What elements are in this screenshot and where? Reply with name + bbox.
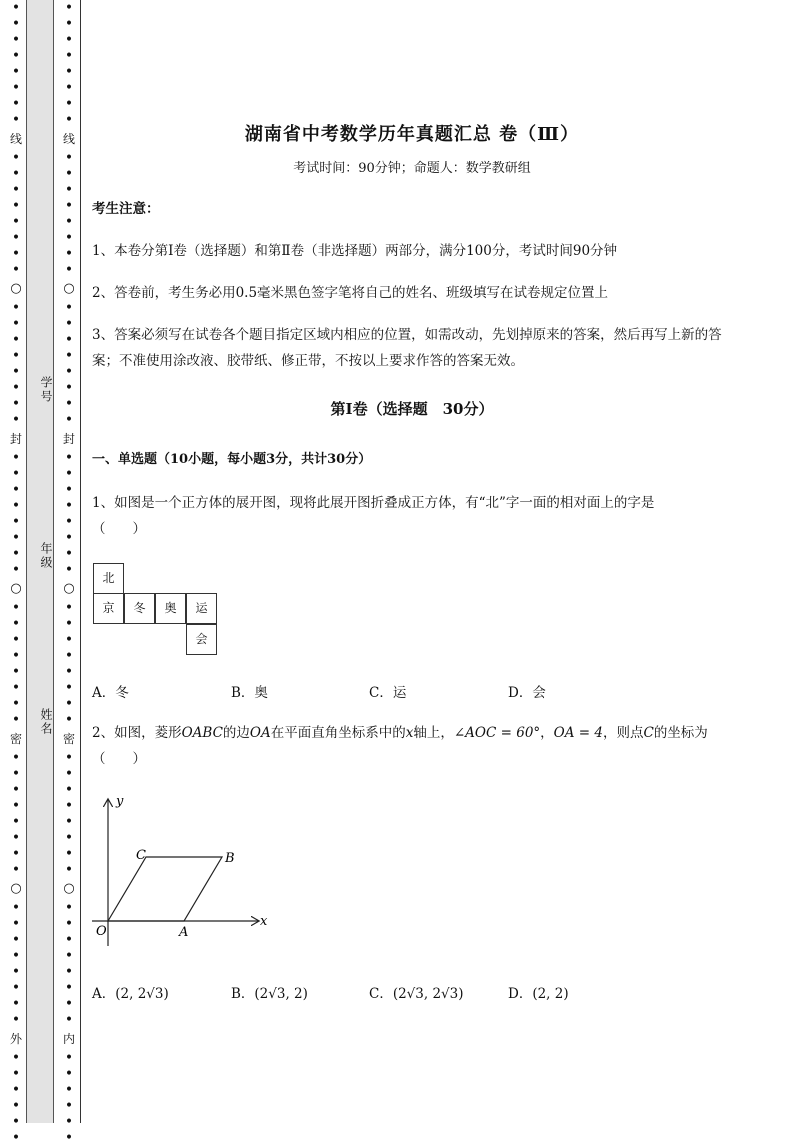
- cut-line-dot: •: [11, 32, 21, 48]
- name-label: 姓名: [39, 708, 53, 736]
- cut-line-mark: 封: [9, 432, 22, 446]
- cut-line-circle: ○: [63, 881, 75, 896]
- exam-title: 湖南省中考数学历年真题汇总 卷（Ⅲ）: [244, 124, 580, 145]
- q2-axis-name: x: [405, 725, 414, 741]
- cut-line-dot: •: [11, 112, 21, 128]
- cut-line-dot: •: [11, 996, 21, 1012]
- cut-line-dot: •: [11, 1130, 21, 1146]
- cut-line-dot: •: [64, 830, 74, 846]
- question-1-stem: [92, 490, 752, 542]
- cut-line-mark: 封: [62, 432, 75, 446]
- cut-line-dot: •: [11, 80, 21, 96]
- cut-line-dot: •: [64, 64, 74, 80]
- cut-line-dot: •: [64, 846, 74, 862]
- q2-text-mid3: 轴上，: [413, 725, 454, 741]
- q2-angle: ∠AOC = 60°: [453, 725, 541, 741]
- cut-line-dot: •: [11, 562, 21, 578]
- net-cell-bottom: 会: [186, 624, 217, 655]
- rhombus-oabc: [108, 857, 222, 921]
- exam-subtitle: 考试时间：90分钟；命题人：数学教研组: [293, 161, 531, 176]
- cut-line-dot: •: [64, 246, 74, 262]
- cut-line-dot: •: [64, 262, 74, 278]
- notice-item-1: 1、本卷分第I卷（选择题）和第Ⅱ卷（非选择题）两部分，满分100分，考试时间90分钟: [92, 243, 618, 259]
- cut-line-dot: •: [64, 932, 74, 948]
- cut-line-dot: •: [64, 166, 74, 182]
- cut-line-dot: •: [64, 964, 74, 980]
- cut-line-dot: •: [64, 862, 74, 878]
- cut-line-dot: •: [11, 1114, 21, 1130]
- cut-line-dot: •: [11, 198, 21, 214]
- grade-label: 年级: [39, 542, 53, 570]
- cut-line-circle: ○: [10, 881, 22, 896]
- cut-line-dot: •: [64, 948, 74, 964]
- cut-line-dot: •: [11, 498, 21, 514]
- cut-line-dot: •: [64, 466, 74, 482]
- cut-line-dot: •: [11, 948, 21, 964]
- net-cell-middle-2: 冬: [124, 593, 155, 624]
- cut-line-mark: 内: [62, 1032, 75, 1046]
- cut-line-dot: •: [64, 80, 74, 96]
- cut-line-dot: •: [11, 412, 21, 428]
- q2-text-prefix: 2、如图，菱形: [92, 725, 182, 741]
- student-id-label: 学号: [39, 376, 53, 404]
- cut-line-dot: •: [11, 450, 21, 466]
- cut-line-dot: •: [11, 932, 21, 948]
- cut-line-dot: •: [64, 980, 74, 996]
- section-title: 第I卷（选择题 30分）: [330, 400, 494, 418]
- cut-line-dot: •: [11, 396, 21, 412]
- cut-line-dot: •: [11, 766, 21, 782]
- cut-line-dot: •: [64, 632, 74, 648]
- cut-line-dot: •: [64, 1066, 74, 1082]
- cut-line-dot: •: [11, 96, 21, 112]
- q2-option-a[interactable]: A．(2, 2√3): [92, 986, 169, 1002]
- cut-line-dot: •: [64, 1098, 74, 1114]
- cut-line-dot: •: [64, 814, 74, 830]
- cut-line-dot: •: [64, 396, 74, 412]
- cut-line-dot: •: [11, 1050, 21, 1066]
- cut-line-dot: •: [64, 364, 74, 380]
- cut-line-dot: •: [64, 562, 74, 578]
- cut-line-dot: •: [11, 182, 21, 198]
- label-b: B: [225, 851, 235, 866]
- cut-line-mark: 线: [9, 132, 22, 146]
- cut-line-mark: 线: [62, 132, 75, 146]
- cut-line-dot: •: [64, 996, 74, 1012]
- cut-line-dot: •: [64, 112, 74, 128]
- net-cell-top: 北: [93, 563, 124, 594]
- cut-line-dot: •: [64, 450, 74, 466]
- cut-line-dot: •: [64, 182, 74, 198]
- cut-line-dot: •: [64, 214, 74, 230]
- cut-line-dot: •: [11, 300, 21, 316]
- cut-line-dot: •: [11, 680, 21, 696]
- q1-option-d[interactable]: D．会: [508, 685, 546, 701]
- cut-line-circle: ○: [63, 281, 75, 296]
- cut-line-mark: 密: [62, 732, 75, 746]
- cut-line-circle: ○: [63, 581, 75, 596]
- notice-item-3: 3、答案必须写在试卷各个题目指定区域内相应的位置，如需改动，先划掉原来的答案，然后再写上新的答案；不准使用涂改液、胶带纸、修正带，不按以上要求作答的答案无效。: [92, 327, 722, 369]
- cut-line-dot: •: [64, 546, 74, 562]
- cut-line-dot: •: [11, 632, 21, 648]
- cut-line-dot: •: [11, 900, 21, 916]
- q1-option-b[interactable]: B．奥: [231, 685, 268, 701]
- q2-side-name: OA: [249, 725, 271, 741]
- cut-line-dot: •: [64, 230, 74, 246]
- q1-option-a[interactable]: A．冬: [92, 685, 129, 701]
- cut-line-dot: •: [11, 546, 21, 562]
- cut-line-dot: •: [11, 916, 21, 932]
- net-cell-middle-4: 运: [186, 593, 217, 624]
- cut-line-dot: •: [64, 900, 74, 916]
- cut-line-dot: •: [64, 498, 74, 514]
- cut-line-dot: •: [11, 750, 21, 766]
- question-2-stem: [92, 720, 752, 772]
- cut-line-dot: •: [64, 514, 74, 530]
- cut-line-dot: •: [64, 482, 74, 498]
- cut-line-dot: •: [11, 48, 21, 64]
- label-c: C: [136, 848, 146, 863]
- q2-option-c[interactable]: C．(2√3, 2√3): [369, 986, 464, 1002]
- notice-heading: 考生注意：: [92, 201, 160, 217]
- cut-line-dot: •: [64, 750, 74, 766]
- cut-line-dot: •: [64, 696, 74, 712]
- cut-line-dot: •: [11, 262, 21, 278]
- q2-point-name: C: [643, 725, 654, 741]
- cut-line-dot: •: [11, 1082, 21, 1098]
- cut-line-dot: •: [11, 862, 21, 878]
- cut-line-dot: •: [64, 798, 74, 814]
- q2-text-end: 的坐标为: [653, 725, 708, 741]
- q2-option-b[interactable]: B．(2√3, 2): [231, 986, 308, 1002]
- cut-line-dot: •: [64, 300, 74, 316]
- cut-line-dot: •: [11, 1012, 21, 1028]
- cut-line-dot: •: [64, 48, 74, 64]
- cut-line-dot: •: [11, 648, 21, 664]
- inner-cut-line: [62, 0, 76, 1146]
- cut-line-dot: •: [64, 766, 74, 782]
- cut-line-dot: •: [11, 696, 21, 712]
- notice-item-2: 2、答卷前，考生务必用0.5毫米黑色签字笔将自己的姓名、班级填写在试卷规定位置上: [92, 285, 609, 301]
- cut-line-dot: •: [64, 32, 74, 48]
- cut-line-dot: •: [11, 348, 21, 364]
- cut-line-dot: •: [64, 0, 74, 16]
- cut-line-dot: •: [11, 214, 21, 230]
- q2-text-mid1: 的边: [222, 725, 250, 741]
- q2-length: OA = 4: [553, 725, 603, 741]
- cut-line-dot: •: [11, 482, 21, 498]
- cut-line-dot: •: [11, 712, 21, 728]
- part-heading: 一、单选题（10小题，每小题3分，共计30分）: [92, 452, 372, 467]
- cut-line-dot: •: [64, 1050, 74, 1066]
- cut-line-dot: •: [64, 1130, 74, 1146]
- question-1-blank: （ ）: [92, 521, 146, 537]
- cut-line-dot: •: [11, 364, 21, 380]
- question-2-blank: （ ）: [92, 751, 146, 767]
- cut-line-dot: •: [11, 514, 21, 530]
- cut-line-dot: •: [64, 150, 74, 166]
- q2-separator: ，: [540, 725, 554, 741]
- q2-text-mid4: ，则点: [602, 725, 644, 741]
- cut-line-dot: •: [11, 814, 21, 830]
- cut-line-dot: •: [64, 1114, 74, 1130]
- rhombus-coordinate-figure: [88, 790, 278, 950]
- cut-line-dot: •: [64, 600, 74, 616]
- cut-line-dot: •: [11, 830, 21, 846]
- question-1-text: 1、如图是一个正方体的展开图，现将此展开图折叠成正方体，有“北”字一面的相对面上的字是: [92, 495, 655, 511]
- q2-text-mid2: 在平面直角坐标系中的: [270, 725, 406, 741]
- cut-line-dot: •: [11, 980, 21, 996]
- cut-line-dot: •: [11, 466, 21, 482]
- cut-line-dot: •: [11, 782, 21, 798]
- cut-line-dot: •: [11, 316, 21, 332]
- cut-line-dot: •: [11, 0, 21, 16]
- cut-line-dot: •: [64, 380, 74, 396]
- cut-line-dot: •: [64, 348, 74, 364]
- cut-line-dot: •: [64, 712, 74, 728]
- q2-option-d[interactable]: D．(2, 2): [508, 986, 569, 1002]
- cut-line-dot: •: [11, 150, 21, 166]
- cut-line-mark: 密: [9, 732, 22, 746]
- cut-line-circle: ○: [10, 281, 22, 296]
- outer-cut-line: [9, 0, 23, 1146]
- cut-line-dot: •: [64, 530, 74, 546]
- q2-rhombus-name: OABC: [181, 725, 223, 741]
- cut-line-dot: •: [11, 964, 21, 980]
- cut-line-dot: •: [11, 1098, 21, 1114]
- cut-line-dot: •: [64, 332, 74, 348]
- margin-inner-rule: [80, 0, 81, 1123]
- net-cell-middle-3: 奥: [155, 593, 186, 624]
- cut-line-dot: •: [11, 1066, 21, 1082]
- cut-line-dot: •: [11, 246, 21, 262]
- cut-line-dot: •: [11, 798, 21, 814]
- cut-line-dot: •: [64, 680, 74, 696]
- cut-line-dot: •: [11, 600, 21, 616]
- cut-line-dot: •: [64, 96, 74, 112]
- label-y: y: [116, 794, 124, 809]
- cut-line-dot: •: [11, 530, 21, 546]
- cut-line-dot: •: [11, 332, 21, 348]
- cut-line-dot: •: [11, 64, 21, 80]
- cut-line-dot: •: [11, 230, 21, 246]
- net-cell-middle-1: 京: [93, 593, 124, 624]
- cut-line-dot: •: [11, 616, 21, 632]
- cut-line-dot: •: [64, 1082, 74, 1098]
- cut-line-dot: •: [64, 664, 74, 680]
- label-x: x: [260, 914, 268, 929]
- label-a: A: [179, 925, 189, 940]
- cut-line-dot: •: [11, 16, 21, 32]
- cut-line-dot: •: [64, 316, 74, 332]
- cut-line-dot: •: [64, 1012, 74, 1028]
- label-o: O: [96, 924, 107, 939]
- cut-line-dot: •: [64, 198, 74, 214]
- cut-line-dot: •: [64, 648, 74, 664]
- q1-option-c[interactable]: C．运: [369, 685, 407, 701]
- cut-line-dot: •: [11, 380, 21, 396]
- cut-line-circle: ○: [10, 581, 22, 596]
- cut-line-dot: •: [64, 16, 74, 32]
- cut-line-dot: •: [11, 664, 21, 680]
- cut-line-dot: •: [64, 782, 74, 798]
- cut-line-mark: 外: [9, 1032, 22, 1046]
- cut-line-dot: •: [64, 916, 74, 932]
- cut-line-dot: •: [11, 846, 21, 862]
- cut-line-dot: •: [64, 412, 74, 428]
- cut-line-dot: •: [64, 616, 74, 632]
- cut-line-dot: •: [11, 166, 21, 182]
